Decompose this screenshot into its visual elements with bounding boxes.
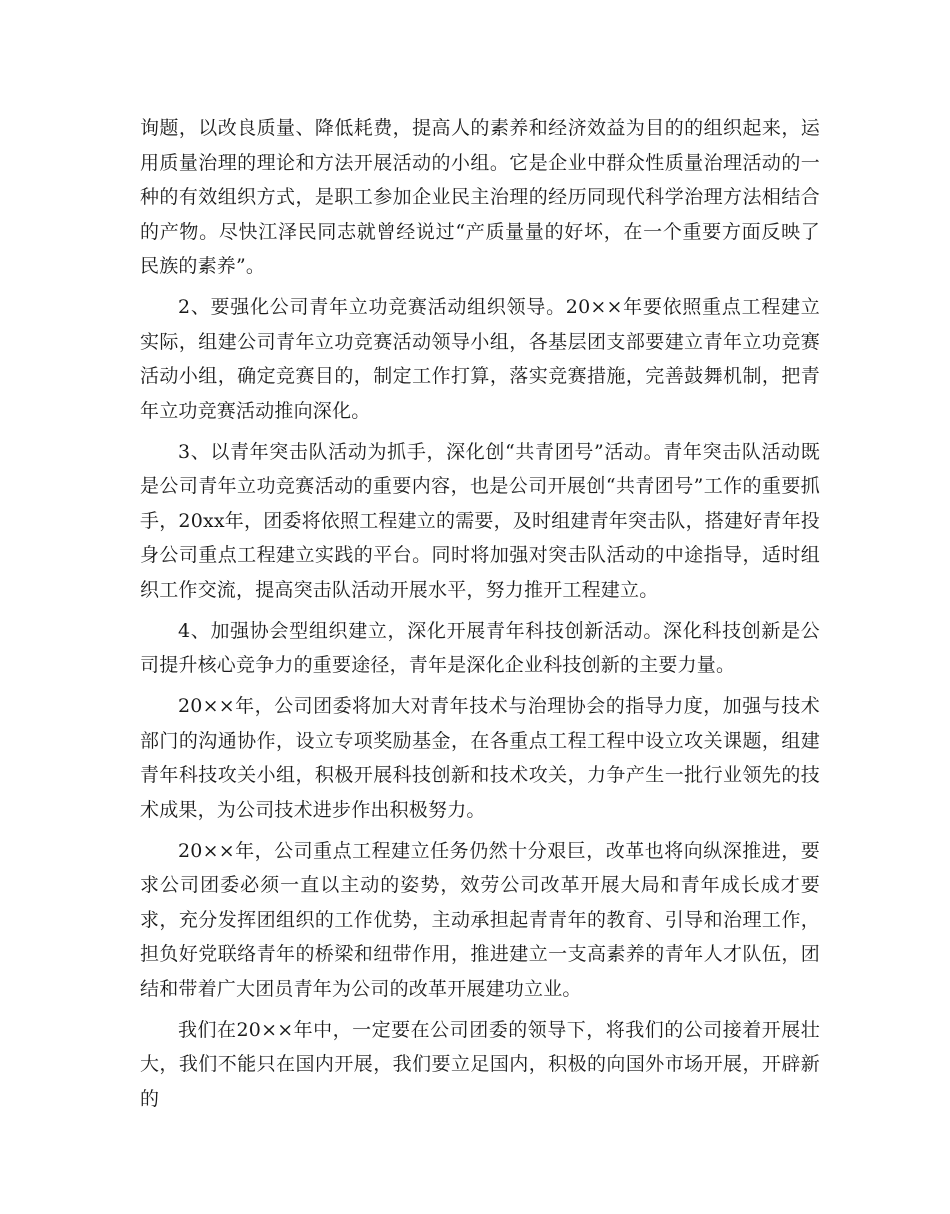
paragraph-7: 我们在20××年中，一定要在公司团委的领导下，将我们的公司接着开展壮大，我们不能只在国内开展，我们要立足国内，积极的向国外市场开展，开辟新的 xyxy=(140,1018,820,1110)
paragraph-5: 20××年，公司团委将加大对青年技术与治理协会的指导力度，加强与技术部门的沟通协作，设立专项奖励基金，在各重点工程工程中设立攻关课题，组建青年科技攻关小组，积极开展科技创新和技术攻关，力争产生一批行业领先的技术成果，为公司技术进步作出积极努力。 xyxy=(140,695,820,821)
paragraph-4: 4、加强协会型组织建立，深化开展青年科技创新活动。深化科技创新是公司提升核心竞争力的重要途径，青年是深化企业科技创新的主要力量。 xyxy=(140,619,820,676)
paragraph-3: 3、以青年突击队活动为抓手，深化创“共青团号”活动。青年突击队活动既是公司青年立功竞赛活动的重要内容，也是公司开展创“共青团号”工作的重要抓手，20xx年，团委将依照工程建立的需要，及时组建青年突击队，搭建好青年投身公司重点工程建立实践的平台。同时将加强对突击队活动的中途指导，适时组织工作交流，提高突击队活动开展水平，努力推开工程建立。 xyxy=(140,440,821,601)
paragraph-1: 询题，以改良质量、降低耗费，提高人的素养和经济效益为目的的组织起来，运用质量治理的理论和方法开展活动的小组。它是企业中群众性质量治理活动的一种的有效组织方式，是职工参加企业民主治理的经历同现代科学治理方法相结合的产物。尽快江泽民同志就曾经说过“产质量量的好坏，在一个重要方面反映了民族的素养”。 xyxy=(140,117,820,277)
paragraph-2: 2、要强化公司青年立功竞赛活动组织领导。20××年要依照重点工程建立实际，组建公司青年立功竞赛活动领导小组，各基层团支部要建立青年立功竞赛活动小组，确定竞赛目的，制定工作打算，落实竞赛措施，完善鼓舞机制，把青年立功竞赛活动推向深化。 xyxy=(140,296,820,422)
paragraph-6: 20××年，公司重点工程建立任务仍然十分艰巨，改革也将向纵深推进，要求公司团委必须一直以主动的姿势，效劳公司改革开展大局和青年成长成才要求，充分发挥团组织的工作优势，主动承担起青青年的教育、引导和治理工作，担负好党联络青年的桥梁和纽带作用，推进建立一支高素养的青年人才队伍，团结和带着广大团员青年为公司的改革开展建功立业。 xyxy=(140,839,820,1000)
document-page xyxy=(140,111,820,1123)
